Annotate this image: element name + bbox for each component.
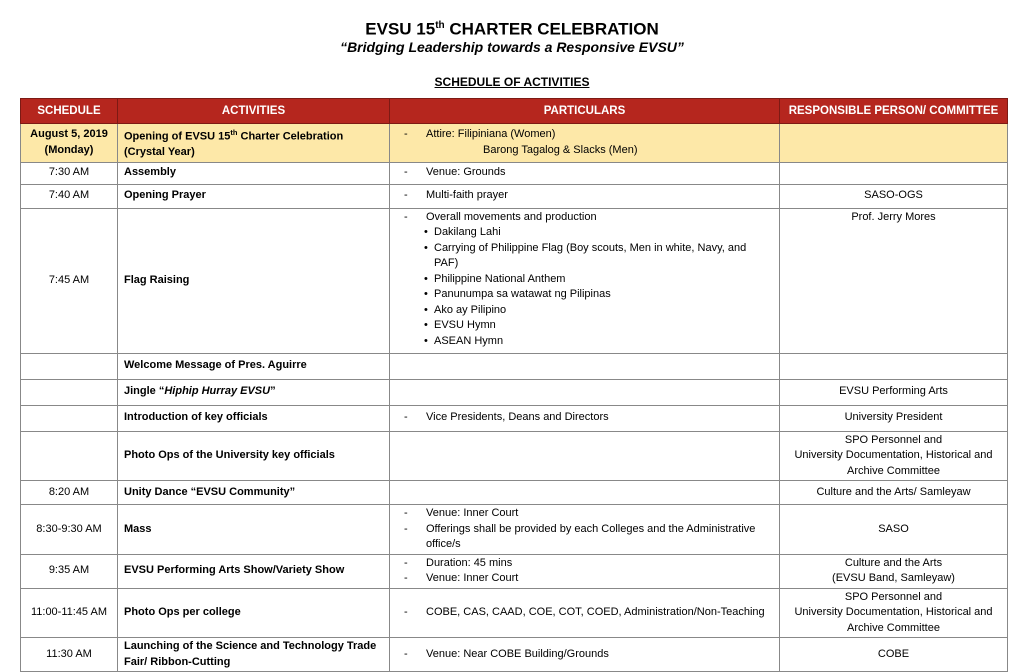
schedule-cell: 7:40 AM <box>21 184 118 208</box>
table-row <box>21 353 1008 379</box>
list-item: • Philippine National Anthem <box>396 272 773 288</box>
activity-cell: Photo Ops of the University key officials <box>118 431 390 481</box>
responsible-cell: COBE <box>780 638 1008 672</box>
responsible-cell: Prof. Jerry Mores <box>780 208 1008 353</box>
particulars-cell: - Venue: Inner Court - Offerings shall be provided by each Colleges and the Administrative office/s <box>390 505 780 555</box>
particulars-cell: - Duration: 45 mins - Venue: Inner Court <box>390 554 780 588</box>
header-activities: ACTIVITIES <box>118 99 390 124</box>
table-row <box>21 405 1008 431</box>
schedule-cell <box>21 379 118 405</box>
particulars-cell: - Attire: Filipiniana (Women) Barong Tagalog & Slacks (Men) <box>390 124 780 163</box>
particulars-cell <box>390 379 780 405</box>
schedule-cell: 11:30 AM <box>21 638 118 672</box>
table-row <box>21 638 1008 672</box>
schedule-cell: 7:45 AM <box>21 208 118 353</box>
responsible-cell: University President <box>780 405 1008 431</box>
activity-cell: EVSU Performing Arts Show/Variety Show <box>118 554 390 588</box>
particulars-cell <box>390 481 780 505</box>
activity-cell: Launching of the Science and Technology Trade Fair/ Ribbon-Cutting <box>118 638 390 672</box>
responsible-cell: Culture and the Arts/ Samleyaw <box>780 481 1008 505</box>
table-row <box>21 162 1008 184</box>
activity-cell: Assembly <box>118 162 390 184</box>
table-header-row <box>21 99 1008 124</box>
schedule-cell <box>21 431 118 481</box>
section-title: SCHEDULE OF ACTIVITIES <box>434 75 590 89</box>
responsible-cell: SPO Personnel and University Documentation, Historical and Archive Committee <box>780 588 1008 638</box>
table-row <box>21 481 1008 505</box>
table-row <box>21 431 1008 481</box>
activity-cell: Mass <box>118 505 390 555</box>
activity-cell: Jingle “Hiphip Hurray EVSU” <box>118 379 390 405</box>
table-row <box>21 208 1008 353</box>
schedule-table <box>20 98 1008 672</box>
table-row <box>21 505 1008 555</box>
particulars-cell: - Multi-faith prayer <box>390 184 780 208</box>
list-item: • Panunumpa sa watawat ng Pilipinas <box>396 287 773 303</box>
activity-cell: Flag Raising <box>118 208 390 353</box>
responsible-cell: SPO Personnel and University Documentation, Historical and Archive Committee <box>780 431 1008 481</box>
list-item: • ASEAN Hymn <box>396 334 773 350</box>
schedule-cell: August 5, 2019 (Monday) <box>21 124 118 163</box>
activity-cell: Unity Dance “EVSU Community” <box>118 481 390 505</box>
table-row <box>21 588 1008 638</box>
schedule-cell: 11:00-11:45 AM <box>21 588 118 638</box>
activity-cell: Photo Ops per college <box>118 588 390 638</box>
particulars-cell: - Venue: Near COBE Building/Grounds <box>390 638 780 672</box>
schedule-cell: 9:35 AM <box>21 554 118 588</box>
particulars-cell <box>390 353 780 379</box>
particulars-cell <box>390 431 780 481</box>
activity-cell: Introduction of key officials <box>118 405 390 431</box>
schedule-cell: 8:30-9:30 AM <box>21 505 118 555</box>
table-row <box>21 554 1008 588</box>
responsible-cell <box>780 353 1008 379</box>
particulars-cell: - COBE, CAS, CAAD, COE, COT, COED, Administration/Non-Teaching <box>390 588 780 638</box>
schedule-cell: 8:20 AM <box>21 481 118 505</box>
schedule-cell <box>21 353 118 379</box>
list-item: • Dakilang Lahi <box>396 225 773 241</box>
table-row <box>21 379 1008 405</box>
list-item: • Carrying of Philippine Flag (Boy scouts, Men in white, Navy, and PAF) <box>396 241 773 272</box>
particulars-cell: - Vice Presidents, Deans and Directors <box>390 405 780 431</box>
particulars-cell: - Venue: Grounds <box>390 162 780 184</box>
schedule-cell: 7:30 AM <box>21 162 118 184</box>
header-particulars: PARTICULARS <box>390 99 780 124</box>
table-row <box>21 184 1008 208</box>
activity-cell: Welcome Message of Pres. Aguirre <box>118 353 390 379</box>
header-schedule: SCHEDULE <box>21 99 118 124</box>
responsible-cell: Culture and the Arts (EVSU Band, Samleyaw) <box>780 554 1008 588</box>
particulars-cell: - Overall movements and production • Dakilang Lahi • Carrying of Philippine Flag (Boy scouts, Men in white, Navy, and PAF) • Philippine National Anthem • Panunumpa sa watawat ng Pilipinas • Ako ay Pilipino • EVSU Hymn • ASEAN Hymn <box>390 208 780 353</box>
list-item: • Ako ay Pilipino <box>396 303 773 319</box>
responsible-cell: SASO <box>780 505 1008 555</box>
document-title: EVSU 15th CHARTER CELEBRATION <box>365 19 659 39</box>
header-responsible: RESPONSIBLE PERSON/ COMMITTEE <box>780 99 1008 124</box>
activity-cell: Opening of EVSU 15th Charter Celebration (Crystal Year) <box>118 124 390 163</box>
responsible-cell: EVSU Performing Arts <box>780 379 1008 405</box>
responsible-cell <box>780 162 1008 184</box>
table-row <box>21 124 1008 163</box>
activity-cell: Opening Prayer <box>118 184 390 208</box>
schedule-cell <box>21 405 118 431</box>
document-subtitle: “Bridging Leadership towards a Responsive EVSU” <box>340 39 684 55</box>
responsible-cell: SASO-OGS <box>780 184 1008 208</box>
list-item: • EVSU Hymn <box>396 318 773 334</box>
responsible-cell <box>780 124 1008 163</box>
